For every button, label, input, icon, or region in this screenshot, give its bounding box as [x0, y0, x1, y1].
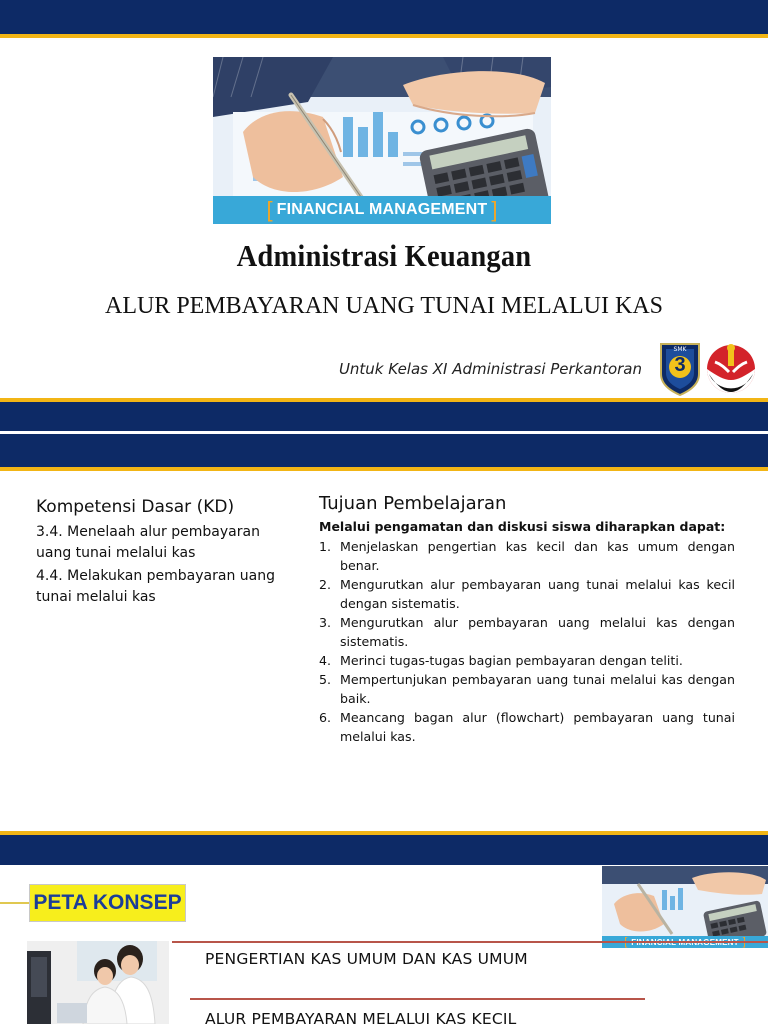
list-number: 6.	[319, 710, 332, 725]
shield-label: SMK	[673, 346, 687, 353]
office-workers-illustration	[27, 941, 169, 1024]
concept-divider	[190, 998, 645, 1000]
financial-management-thumbnail	[602, 866, 768, 948]
list-number: 4.	[319, 653, 332, 668]
list-text: Merinci tugas-tugas bagian pembayaran dengan teliti.	[340, 653, 683, 668]
tp-title: Tujuan Pembelajaran	[319, 493, 507, 514]
slide2-bottom-bar	[0, 835, 768, 865]
shield-number: 3	[674, 354, 686, 376]
list-text: Mempertunjukan pembayaran uang tunai melalui kas dengan baik.	[340, 672, 735, 706]
slide1-bottom-bar	[0, 402, 768, 431]
tp-list	[319, 537, 735, 746]
kd-item: 3.4. Menelaah alur pembayaran uang tunai melalui kas	[36, 524, 260, 561]
slide1-class-text: Untuk Kelas XI Administrasi Perkantoran	[338, 360, 642, 378]
kd-item: 4.4. Melakukan pembayaran uang tunai melalui kas	[36, 568, 275, 605]
peta-konsep-label: PETA KONSEP	[29, 884, 186, 922]
slide1-title: Administrasi Keuangan	[236, 238, 532, 273]
list-item	[319, 613, 735, 651]
bracket-right-icon: ]	[491, 197, 498, 222]
list-item	[319, 651, 735, 670]
peta-connector-line	[0, 902, 29, 904]
list-number: 5.	[319, 672, 332, 687]
list-item	[319, 575, 735, 613]
slide2-top-bar	[0, 434, 768, 467]
slide1-top-accent	[0, 34, 768, 38]
list-item	[319, 708, 735, 746]
school-shield-logo	[657, 340, 703, 396]
list-number: 3.	[319, 615, 332, 630]
kd-title: Kompetensi Dasar (KD)	[36, 497, 235, 517]
list-text: Mengurutkan alur pembayaran uang tunai melalui kas kecil dengan sistematis.	[340, 577, 735, 611]
list-number: 1.	[319, 539, 332, 554]
concept-item-1: PENGERTIAN KAS UMUM DAN KAS UMUM	[205, 950, 528, 968]
slide1-subtitle: ALUR PEMBAYARAN UANG TUNAI MELALUI KAS	[104, 293, 664, 319]
list-text: Meancang bagan alur (flowchart) pembayaran uang tunai melalui kas.	[340, 710, 735, 744]
bracket-left-icon: [	[266, 197, 273, 222]
slide1-top-bar	[0, 0, 768, 34]
university-emblem-icon	[705, 342, 757, 394]
concept-item-2: ALUR PEMBAYARAN MELALUI KAS KECIL	[205, 1010, 517, 1028]
concept-divider-top	[172, 941, 768, 943]
tp-intro: Melalui pengamatan dan diskusi siswa diharapkan dapat:	[319, 519, 726, 534]
list-text: Mengurutkan alur pembayaran uang melalui kas dengan sistematis.	[340, 615, 735, 649]
slide2-top-accent	[0, 467, 768, 471]
list-number: 2.	[319, 577, 332, 592]
list-item	[319, 537, 735, 575]
list-item	[319, 670, 735, 708]
financial-management-image	[213, 57, 551, 224]
banner-text: FINANCIAL MANAGEMENT	[276, 201, 488, 218]
office-photo	[27, 941, 169, 1024]
university-logo	[705, 342, 757, 394]
list-text: Menjelaskan pengertian kas kecil dan kas umum dengan benar.	[340, 539, 735, 573]
financial-management-banner	[213, 196, 551, 224]
